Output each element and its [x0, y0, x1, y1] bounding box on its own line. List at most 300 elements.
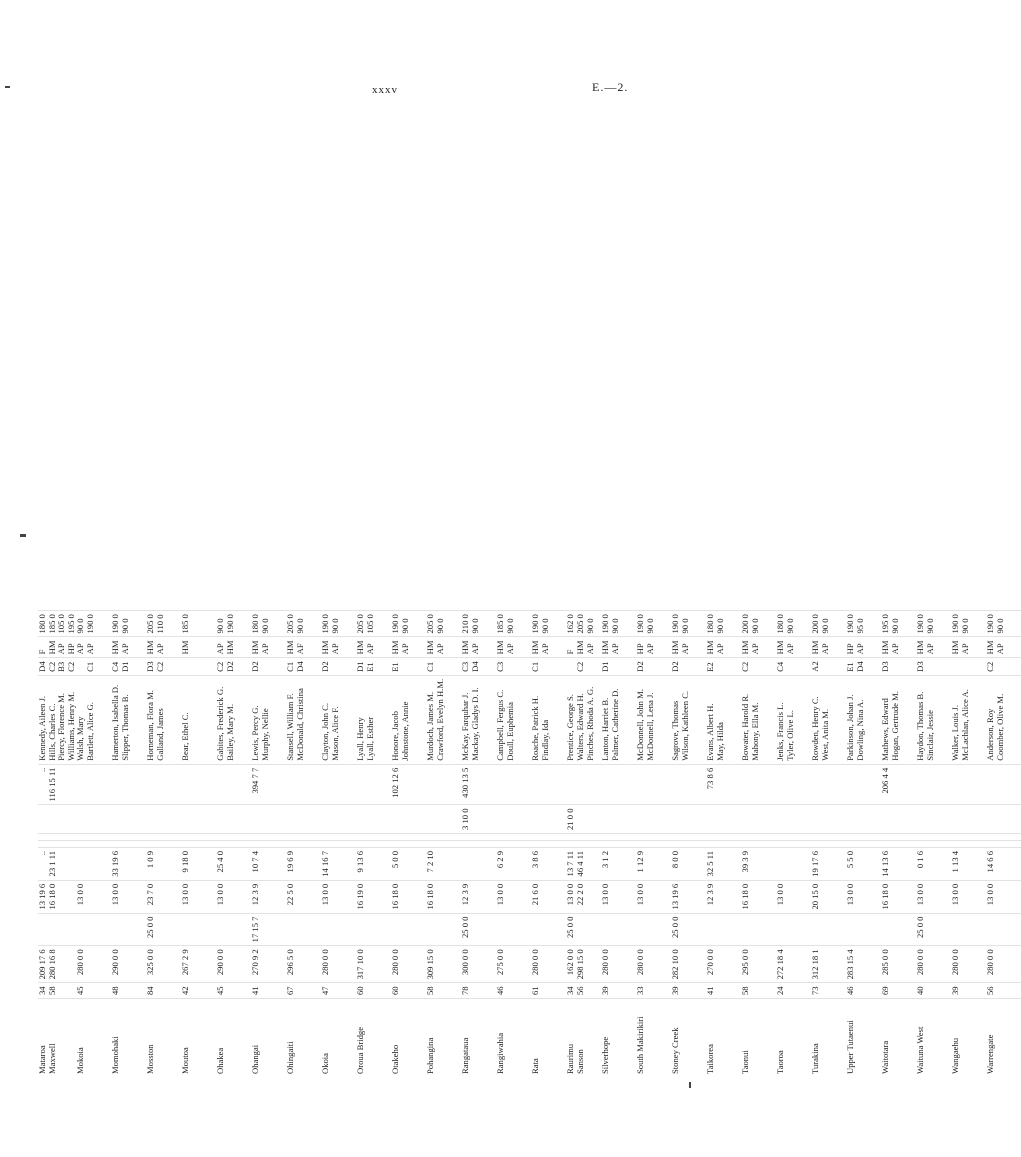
- table-cell: [391, 913, 426, 946]
- table-cell: [38, 805, 76, 833]
- table-cell: 10 7 4: [251, 847, 286, 880]
- table-cell: 190 0 90 0: [916, 611, 951, 637]
- table-cell: 205 0 90 0: [286, 611, 321, 637]
- table-cell: 13 0 0: [216, 880, 251, 913]
- table-cell: 41: [706, 983, 741, 999]
- table-cell: [321, 764, 356, 805]
- table-cell: D2: [321, 658, 356, 676]
- table-cell: 12 3 9: [706, 880, 741, 913]
- table-cell: C1: [76, 658, 111, 676]
- table-cell: D3: [916, 658, 951, 676]
- table-cell: [531, 833, 566, 840]
- table-cell: Taonui: [741, 999, 776, 1078]
- table-cell: [881, 833, 916, 840]
- table-cell: 23 7 0: [146, 880, 181, 913]
- table-cell: [461, 847, 496, 880]
- table-cell: Warrengate: [986, 999, 1021, 1078]
- table-cell: [916, 833, 951, 840]
- table-cell: Moutoa: [181, 999, 216, 1078]
- table-cell: [216, 833, 251, 840]
- table-cell: 13 0 0: [776, 880, 811, 913]
- table-cell: C3: [496, 658, 531, 676]
- table-cell: AP HM: [216, 637, 251, 658]
- table-cell: HM AP: [426, 637, 461, 658]
- table-cell: 13 0 0: [76, 880, 111, 913]
- table-cell: HM AP: [741, 637, 776, 658]
- table-cell: [986, 840, 1021, 847]
- table-cell: A2: [811, 658, 846, 676]
- table-cell: 19 6 9: [286, 847, 321, 880]
- table-cell: [286, 913, 321, 946]
- table-cell: Mokoia: [76, 999, 111, 1078]
- table-row: [111, 611, 146, 1077]
- table-cell: [916, 840, 951, 847]
- table-cell: [496, 805, 531, 833]
- table-cell: C2 D2: [216, 658, 251, 676]
- table-cell: 206 4 4: [881, 764, 916, 805]
- table-cell: 16 18 0: [881, 880, 916, 913]
- table-cell: E1 D4: [846, 658, 881, 676]
- table-cell: C2: [741, 658, 776, 676]
- table-cell: 195 0 90 0: [881, 611, 916, 637]
- table-cell: 283 15 4: [846, 946, 881, 983]
- table-cell: 190 0 95 0: [846, 611, 881, 637]
- table-row: [391, 611, 426, 1077]
- table-row: [216, 611, 251, 1077]
- table-cell: [566, 840, 601, 847]
- table-cell: [286, 805, 321, 833]
- table-cell: [146, 840, 181, 847]
- table-cell: Turakina: [811, 999, 846, 1078]
- table-row: [496, 611, 531, 1077]
- table-cell: HM AP: [356, 637, 391, 658]
- table-cell: 162 0 205 0 90 0: [566, 611, 601, 637]
- table-cell: [111, 805, 146, 833]
- table-cell: [671, 805, 706, 833]
- table-row: [951, 611, 986, 1077]
- table-cell: Rata: [531, 999, 566, 1078]
- table-cell: 22 5 0: [286, 880, 321, 913]
- table-cell: [111, 764, 146, 805]
- table-cell: 8 0 0: [671, 847, 706, 880]
- table-cell: 5 0 0: [391, 847, 426, 880]
- table-cell: [286, 840, 321, 847]
- staff-table: [38, 610, 1021, 1077]
- table-cell: 25 0 0: [916, 913, 951, 946]
- table-cell: 84: [146, 983, 181, 999]
- table-cell: 3 8 6: [531, 847, 566, 880]
- table-cell: Campbell, Fergus C. Doull, Euphemia: [496, 675, 531, 764]
- table-cell: [741, 840, 776, 847]
- table-cell: Momohaki: [111, 999, 146, 1078]
- table-cell: 280 0 0: [636, 946, 671, 983]
- table-row: [706, 611, 741, 1077]
- table-row: [671, 611, 706, 1077]
- table-cell: 6 2 9: [496, 847, 531, 880]
- table-cell: Stansell, William F. McDonald, Christina: [286, 675, 321, 764]
- table-cell: C1 D4: [286, 658, 321, 676]
- table-cell: HM AP: [671, 637, 706, 658]
- table-cell: [321, 840, 356, 847]
- table-cell: Taikorea: [706, 999, 741, 1078]
- table-cell: 280 0 0: [916, 946, 951, 983]
- table-cell: 309 15 0: [426, 946, 461, 983]
- table-cell: [111, 913, 146, 946]
- table-cell: HM AP: [531, 637, 566, 658]
- table-cell: AP AP: [76, 637, 111, 658]
- table-cell: [38, 840, 76, 847]
- table-cell: [321, 805, 356, 833]
- table-cell: Bowater, Harold R. Mahony, Ella M.: [741, 675, 776, 764]
- table-cell: Waituna West: [916, 999, 951, 1078]
- table-cell: 275 0 0: [496, 946, 531, 983]
- table-cell: [391, 833, 426, 840]
- table-cell: [496, 840, 531, 847]
- table-cell: [986, 764, 1021, 805]
- table-cell: McKay, Farquhar J. Mackay, Gladys D. I.: [461, 675, 496, 764]
- table-cell: [426, 840, 461, 847]
- table-cell: 282 10 0: [671, 946, 706, 983]
- table-cell: 290 0 0: [216, 946, 251, 983]
- table-cell: [741, 764, 776, 805]
- table-cell: Clayton, John C. Mason, Alice F.: [321, 675, 356, 764]
- table-cell: [636, 833, 671, 840]
- table-cell: D3: [881, 658, 916, 676]
- table-cell: Mathews, Edward Hogan, Gertrude M.: [881, 675, 916, 764]
- table-cell: [216, 764, 251, 805]
- table-cell: HM AF: [286, 637, 321, 658]
- table-cell: 78: [461, 983, 496, 999]
- table-cell: Roache, Patrick H. Findlay, Ida: [531, 675, 566, 764]
- table-cell: 267 2 9: [181, 946, 216, 983]
- table-cell: C3 D4: [461, 658, 496, 676]
- table-cell: 102 12 6: [391, 764, 426, 805]
- table-cell: Bear, Ethel C.: [181, 675, 216, 764]
- table-cell: [181, 764, 216, 805]
- table-cell: [216, 840, 251, 847]
- table-cell: 60: [356, 983, 391, 999]
- table-cell: 46: [846, 983, 881, 999]
- table-cell: 270 9 2: [251, 946, 286, 983]
- table-cell: [76, 764, 111, 805]
- table-cell: Haydon, Thomas B. Sinclair, Jessie: [916, 675, 951, 764]
- table-cell: [146, 805, 181, 833]
- table-cell: 73 8 6: [706, 764, 741, 805]
- table-cell: [251, 840, 286, 847]
- table-cell: C4 D1: [111, 658, 146, 676]
- table-cell: 67: [286, 983, 321, 999]
- table-cell: 13 0 0: [951, 880, 986, 913]
- table-cell: [496, 913, 531, 946]
- table-cell: Otakeho: [391, 999, 426, 1078]
- table-cell: [146, 833, 181, 840]
- table-cell: 295 0 0: [741, 946, 776, 983]
- table-cell: 46: [496, 983, 531, 999]
- table-cell: [391, 840, 426, 847]
- table-cell: 280 0 0: [986, 946, 1021, 983]
- table-cell: 13 19 6 16 18 0: [38, 880, 76, 913]
- table-cell: [811, 833, 846, 840]
- table-cell: [846, 840, 881, 847]
- table-cell: Walker, Louis J. McLachlan, Alice A.: [951, 675, 986, 764]
- table-cell: 13 0 0: [321, 880, 356, 913]
- table-cell: [321, 913, 356, 946]
- table-cell: Mataroa Maxwell: [38, 999, 76, 1078]
- table-cell: 39 3 9: [741, 847, 776, 880]
- table-row: [601, 611, 636, 1077]
- table-cell: [811, 913, 846, 946]
- table-cell: 19 17 6: [811, 847, 846, 880]
- table-cell: Honore, Jacob Johnstone, Annie: [391, 675, 426, 764]
- table-cell: [426, 833, 461, 840]
- table-cell: HM: [181, 637, 216, 658]
- table-cell: 12 3 9: [461, 880, 496, 913]
- table-cell: HM AP: [601, 637, 636, 658]
- table-cell: 296 5 0: [286, 946, 321, 983]
- table-cell: [986, 805, 1021, 833]
- table-cell: HM AP: [706, 637, 741, 658]
- table-cell: 16 18 0: [741, 880, 776, 913]
- table-cell: [811, 764, 846, 805]
- table-cell: [601, 805, 636, 833]
- table-cell: Pohangina: [426, 999, 461, 1078]
- table-cell: Raurimu Sanson: [566, 999, 601, 1078]
- table-cell: 21 6 0: [531, 880, 566, 913]
- table-cell: [38, 833, 76, 840]
- table-cell: Taoroa: [776, 999, 811, 1078]
- table-cell: [356, 840, 391, 847]
- table-cell: [496, 764, 531, 805]
- table-cell: [881, 805, 916, 833]
- table-cell: HM AP: [916, 637, 951, 658]
- table-cell: [916, 805, 951, 833]
- table-cell: [601, 913, 636, 946]
- table-cell: 180 0 90 0: [706, 611, 741, 637]
- table-cell: 39: [951, 983, 986, 999]
- table-cell: [881, 840, 916, 847]
- table-cell: 205 0 105 0: [356, 611, 391, 637]
- table-cell: McDonnell, John M. McDonnell, Lena J.: [636, 675, 671, 764]
- table-cell: Rangiwahia: [496, 999, 531, 1078]
- table-cell: 33: [636, 983, 671, 999]
- table-cell: [706, 840, 741, 847]
- table-cell: [426, 913, 461, 946]
- table-cell: [566, 764, 601, 805]
- table-cell: 190 0 90 0: [601, 611, 636, 637]
- table-cell: 9 13 6: [356, 847, 391, 880]
- table-cell: [181, 658, 216, 676]
- table-cell: E2: [706, 658, 741, 676]
- table-cell: [251, 833, 286, 840]
- table-cell: 290 0 0: [111, 946, 146, 983]
- table-cell: [636, 913, 671, 946]
- table-cell: 209 17 6 280 16 8: [38, 946, 76, 983]
- table-cell: [776, 764, 811, 805]
- table-cell: 61: [531, 983, 566, 999]
- table-row: [38, 611, 76, 1077]
- table-cell: E1: [391, 658, 426, 676]
- table-cell: [706, 833, 741, 840]
- table-cell: 13 7 11 46 4 11: [566, 847, 601, 880]
- table-cell: [181, 805, 216, 833]
- table-cell: HM AP: [776, 637, 811, 658]
- table-cell: 317 10 0: [356, 946, 391, 983]
- table-cell: C1: [531, 658, 566, 676]
- table-cell: [846, 833, 881, 840]
- table-row: [356, 611, 391, 1077]
- table-cell: Lewis, Percy G. Murphy, Nellie: [251, 675, 286, 764]
- table-row: [321, 611, 356, 1077]
- table-row: [146, 611, 181, 1077]
- table-cell: 1 13 4: [951, 847, 986, 880]
- table-cell: 190 0 90 0: [391, 611, 426, 637]
- table-cell: Sagrove, Thomas Wilson, Kathleen C.: [671, 675, 706, 764]
- table-cell: 42: [181, 983, 216, 999]
- table-cell: [461, 833, 496, 840]
- table-row: [531, 611, 566, 1077]
- table-cell: [811, 840, 846, 847]
- table-cell: HM AP: [951, 637, 986, 658]
- table-cell: 5 5 0: [846, 847, 881, 880]
- table-cell: 13 0 0 22 2 0: [566, 880, 601, 913]
- table-cell: 21 0 0: [566, 805, 601, 833]
- table-cell: 13 0 0: [181, 880, 216, 913]
- table-cell: [356, 805, 391, 833]
- table-cell: HM AP: [251, 637, 286, 658]
- table-cell: [426, 764, 461, 805]
- table-cell: 200 0 90 0: [811, 611, 846, 637]
- table-cell: D2: [636, 658, 671, 676]
- table-cell: 430 13 5: [461, 764, 496, 805]
- table-cell: [391, 805, 426, 833]
- table-cell: 312 18 1: [811, 946, 846, 983]
- table-cell: Anderson, Roy Coomber, Olive M.: [986, 675, 1021, 764]
- table-cell: 58: [741, 983, 776, 999]
- table-cell: HP AP: [636, 637, 671, 658]
- table-cell: D3 C2: [146, 658, 181, 676]
- table-cell: 73: [811, 983, 846, 999]
- table-cell: Ohangai: [251, 999, 286, 1078]
- table-cell: HM AP: [881, 637, 916, 658]
- table-cell: [426, 805, 461, 833]
- table-cell: 45: [216, 983, 251, 999]
- table-row: [426, 611, 461, 1077]
- table-cell: 13 0 0: [601, 880, 636, 913]
- table-row: [881, 611, 916, 1077]
- table-cell: 205 0 110 0: [146, 611, 181, 637]
- table-cell: 325 0 0: [146, 946, 181, 983]
- table-cell: 280 0 0: [76, 946, 111, 983]
- table-cell: [566, 833, 601, 840]
- table-cell: 162 0 0 298 15 0: [566, 946, 601, 983]
- table-cell: 45: [76, 983, 111, 999]
- table-cell: [321, 833, 356, 840]
- table-cell: 16 19 0: [356, 880, 391, 913]
- table-cell: [496, 833, 531, 840]
- table-cell: 25 4 0: [216, 847, 251, 880]
- table-cell: 39: [671, 983, 706, 999]
- table-cell: [216, 913, 251, 946]
- table-cell: [671, 833, 706, 840]
- table-cell: [951, 913, 986, 946]
- table-cell: 185 0 90 0: [496, 611, 531, 637]
- table-cell: [286, 833, 321, 840]
- table-cell: [776, 833, 811, 840]
- table-cell: [951, 805, 986, 833]
- table-cell: [111, 833, 146, 840]
- table-cell: Parkinson, Johan J. Dowling, Nina A.: [846, 675, 881, 764]
- table-cell: [251, 805, 286, 833]
- table-cell: Mosston: [146, 999, 181, 1078]
- table-cell: Stoney Creek: [671, 999, 706, 1078]
- table-cell: 47: [321, 983, 356, 999]
- table-row: [986, 611, 1021, 1077]
- table-cell: [951, 658, 986, 676]
- table-cell: D1: [601, 658, 636, 676]
- table-cell: 180 0 90 0: [776, 611, 811, 637]
- table-cell: Rowden, Henry C. West, Anita M.: [811, 675, 846, 764]
- table-cell: [601, 833, 636, 840]
- table-cell: 190 0 90 0: [111, 611, 146, 637]
- table-cell: [846, 764, 881, 805]
- table-cell: [531, 764, 566, 805]
- table-cell: [111, 840, 146, 847]
- table-cell: [846, 805, 881, 833]
- table-cell: Ohingaiti: [286, 999, 321, 1078]
- table-cell: 33 19 6: [111, 847, 146, 880]
- table-row: [916, 611, 951, 1077]
- table-cell: C1: [426, 658, 461, 676]
- table-cell: [951, 840, 986, 847]
- table-cell: [216, 805, 251, 833]
- table-row: [846, 611, 881, 1077]
- table-cell: 13 0 0: [986, 880, 1021, 913]
- table-cell: [741, 805, 776, 833]
- table-cell: HM AP: [496, 637, 531, 658]
- table-cell: HM AP: [986, 637, 1021, 658]
- table-cell: 3 1 2: [601, 847, 636, 880]
- table-row: [776, 611, 811, 1077]
- table-cell: 280 0 0: [321, 946, 356, 983]
- table-cell: 190 0 90 0: [321, 611, 356, 637]
- table-cell: Waitotara: [881, 999, 916, 1078]
- page-number: xxxv: [372, 84, 398, 96]
- table-cell: 40: [916, 983, 951, 999]
- table-cell: 1 0 9: [146, 847, 181, 880]
- table-cell: 14 13 6: [881, 847, 916, 880]
- table-cell: 58: [426, 983, 461, 999]
- table-cell: [881, 913, 916, 946]
- table-cell: 25 0 0: [461, 913, 496, 946]
- table-cell: [916, 764, 951, 805]
- table-cell: [776, 913, 811, 946]
- table-cell: Ohakea: [216, 999, 251, 1078]
- table-cell: Wangaehu: [951, 999, 986, 1078]
- table-cell: 16 18 0: [426, 880, 461, 913]
- table-cell: [601, 840, 636, 847]
- table-cell: 41: [251, 983, 286, 999]
- table-cell: 13 19 6: [671, 880, 706, 913]
- table-cell: Lanton, Harriet B. Palmer, Catherine D.: [601, 675, 636, 764]
- table-cell: 69: [881, 983, 916, 999]
- table-cell: [76, 805, 111, 833]
- table-row: [461, 611, 496, 1077]
- table-row: [566, 611, 601, 1077]
- table-cell: 280 0 0: [601, 946, 636, 983]
- table-cell: HM AP: [146, 637, 181, 658]
- table-cell: HM AP: [321, 637, 356, 658]
- table-cell: 25 0 0: [671, 913, 706, 946]
